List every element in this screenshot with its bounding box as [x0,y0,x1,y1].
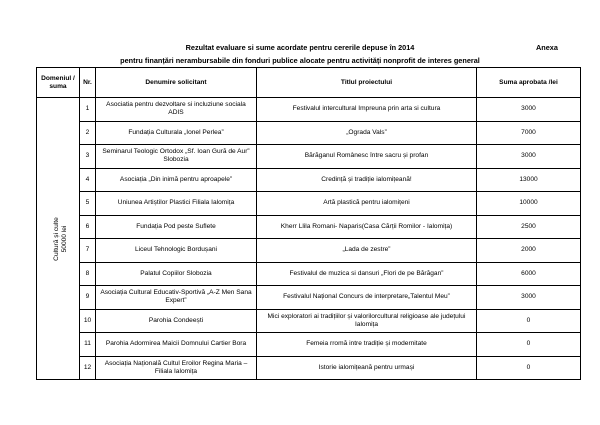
applicant-name: Asociația Națională Cultul Eroilor Regina Maria – Filiala Ialomița [96,356,257,380]
table-row [37,121,581,145]
row-number: 3 [80,145,96,169]
row-number: 8 [80,262,96,286]
table-row [37,215,581,239]
row-number: 2 [80,121,96,145]
approved-amount: 7000 [477,121,581,145]
approved-amount: 0 [477,309,581,333]
row-number: 4 [80,168,96,192]
project-title: Femeia rromă intre tradiție și modernitate [257,333,477,357]
approved-amount: 3000 [477,98,581,122]
project-title: Istorie ialomițeană pentru urmași [257,356,477,380]
project-title: Festivalul intercultural Impreuna prin arta si cultura [257,98,477,122]
approved-amount: 6000 [477,262,581,286]
project-title: Artă plastică pentru ialomițeni [257,192,477,216]
approved-amount: 3000 [477,286,581,310]
project-title: Credință și tradiție ialomițeană! [257,168,477,192]
applicant-name: Liceul Tehnologic Bordușani [96,239,257,263]
row-number: 10 [80,309,96,333]
approved-amount: 0 [477,356,581,380]
applicant-name: Fundația Pod peste Suflete [96,215,257,239]
row-number: 12 [80,356,96,380]
applicant-name: Seminarul Teologic Ortodox „Sf. Ioan Gură de Aur” Slobozia [96,145,257,169]
domain-value: Cultură și culte 50000 lei [52,216,68,261]
project-title: Festivalul Național Concurs de interpretare„Talentul Meu” [257,286,477,310]
approved-amount: 0 [477,333,581,357]
table-row [37,168,581,192]
row-number: 9 [80,286,96,310]
approved-amount: 2500 [477,215,581,239]
table-body [37,98,581,380]
table-header-row [37,68,581,98]
project-title: Bărăganul Românesc între sacru și profan [257,145,477,169]
row-number: 1 [80,98,96,122]
table-row [37,98,581,122]
row-number: 6 [80,215,96,239]
document-title: Rezultat evaluare si sume acordate pentru cererile depuse în 2014 [185,43,415,52]
approved-amount: 3000 [477,145,581,169]
applicant-name: Asociația Cultural Educativ-Sportivă „A-Z Men Sana Expert” [96,286,257,310]
applicant-name: Asociația „Din inimă pentru aproapele” [96,168,257,192]
table-row [37,192,581,216]
document-subtitle: pentru finanțări nerambursabile din fonduri publice alocate pentru activități nonprofit de interes general [120,56,480,65]
applicant-name: Fundația Culturala „Ionel Perlea” [96,121,257,145]
column-header-nr: Nr. [80,68,96,98]
applicant-name: Parohia Condeești [96,309,257,333]
table-row [37,309,581,333]
project-title: Kherr Llila Romani- Naparis(Casa Cărții Romilor - Ialomița) [257,215,477,239]
row-number: 11 [80,333,96,357]
table-row [37,239,581,263]
approved-amount: 13000 [477,168,581,192]
table-row [37,145,581,169]
domain-cell [37,98,80,380]
approved-amount: 2000 [477,239,581,263]
row-number: 5 [80,192,96,216]
project-title: Festivalul de muzica si dansuri „Flori de pe Bărăgan” [257,262,477,286]
applicant-name: Uniunea Artiștilor Plastici Filiala Ialomița [96,192,257,216]
results-table [36,67,581,380]
project-title: Mici exploratori ai tradițiilor și valorilorcultural religioase ale județului Ialomița [257,309,477,333]
column-header-applicant: Denumire solicitant [96,68,257,98]
table-row [37,356,581,380]
table-row [37,262,581,286]
approved-amount: 10000 [477,192,581,216]
table-row [37,286,581,310]
applicant-name: Parohia Adormirea Maicii Domnului Cartier Bora [96,333,257,357]
column-header-amount: Suma aprobata /lei [477,68,581,98]
table-row [37,333,581,357]
applicant-name: Palatul Copiilor Slobozia [96,262,257,286]
row-number: 7 [80,239,96,263]
column-header-domain: Domeniul / suma [37,68,80,98]
applicant-name: Asociatia pentru dezvoltare si incluziune sociala ADIS [96,98,257,122]
project-title: „Ograda Vals” [257,121,477,145]
annex-label: Anexa [536,43,558,52]
column-header-project: Titlul proiectului [257,68,477,98]
project-title: „Lada de zestre” [257,239,477,263]
